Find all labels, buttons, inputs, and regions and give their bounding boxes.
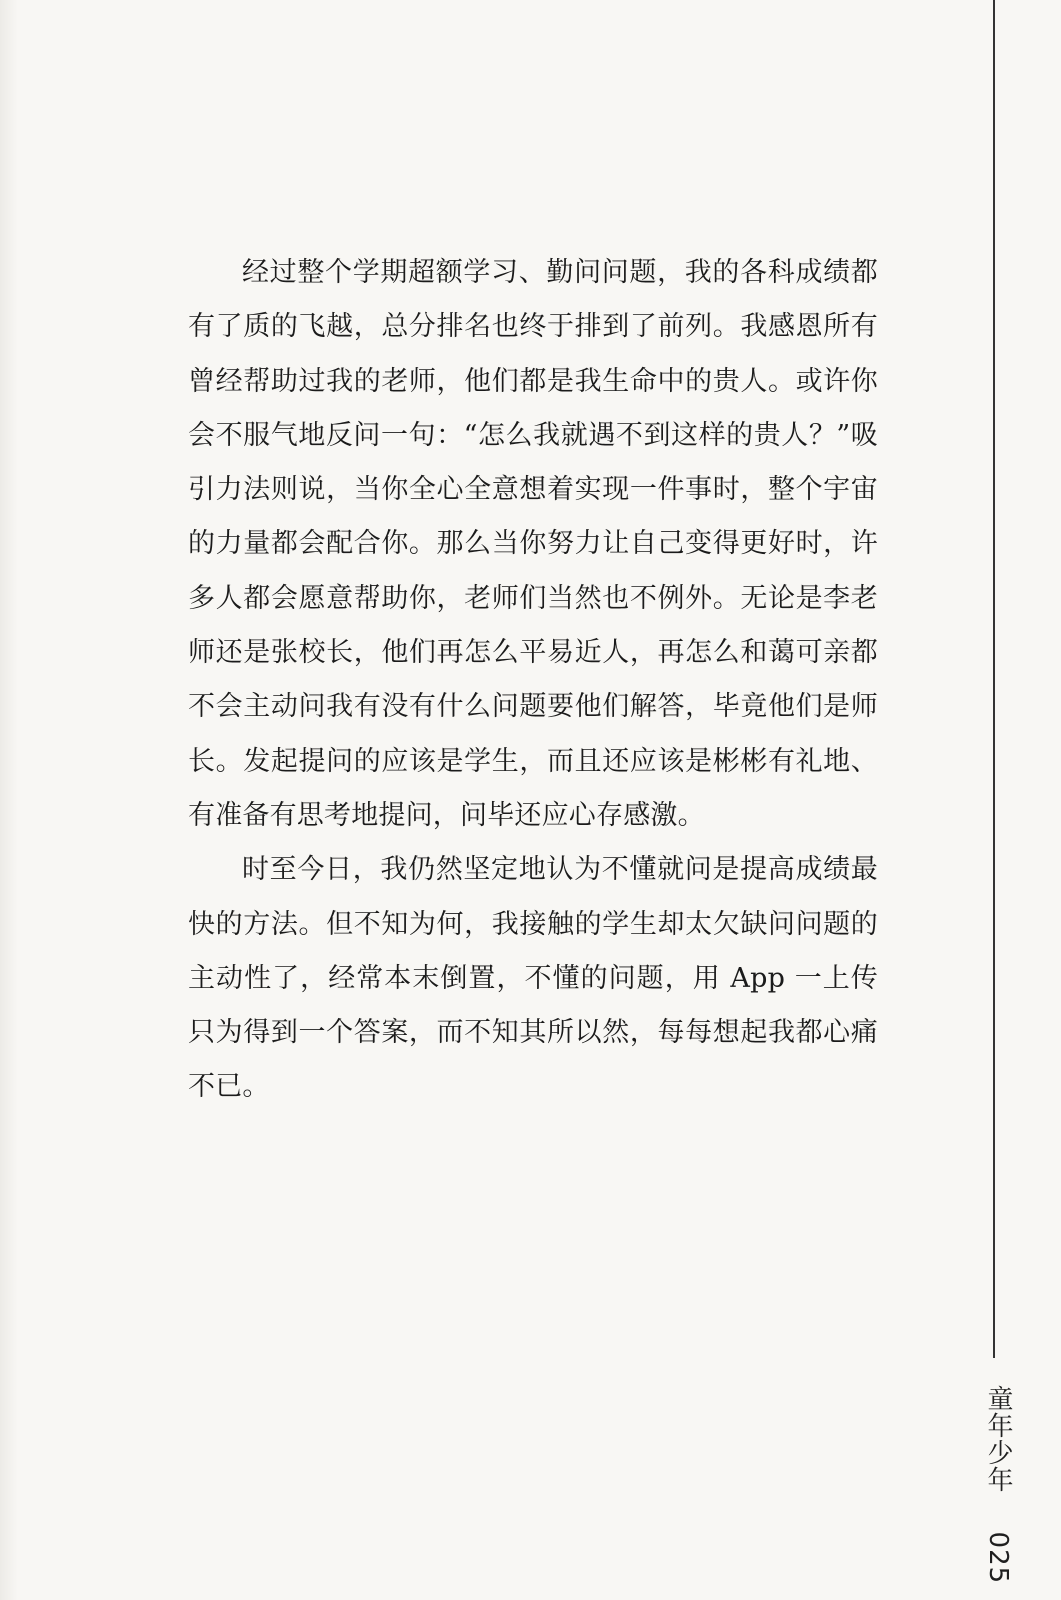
paragraph-1: 经过整个学期超额学习、勤问问题，我的各科成绩都有了质的飞越，总分排名也终于排到了前列。我感恩所有曾经帮助过我的老师，他们都是我生命中的贵人。或许你会不服气地反问一句：“怎么我就遇不到这样的贵人？”吸引力法则说，当你全心全意想着实现一件事时，整个宇宙的力量都会配合你。那么当你努力让自己变得更好时，许多人都会愿意帮助你，老师们当然也不例外。无论是李老师还是张校长，他们再怎么平易近人，再怎么和蔼可亲都不会主动问我有没有什么问题要他们解答，毕竟他们是师长。发起提问的应该是学生，而且还应该是彬彬有礼地、有准备有思考地提问，问毕还应心存感激。: [188, 257, 878, 831]
scan-edge-shadow: [0, 0, 18, 1600]
page-number: 025: [983, 1531, 1013, 1585]
body-text: [188, 246, 878, 1115]
margin-rule: [993, 0, 995, 1358]
paragraph-2: 时至今日，我仍然坚定地认为不懂就问是提高成绩最快的方法。但不知为何，我接触的学生却太欠缺问问题的主动性了，经常本末倒置，不懂的问题，用 App 一上传只为得到一个答案，而不知其所以然，每每想起我都心痛不已。: [188, 854, 878, 1103]
book-section-title: 童年少年: [983, 1385, 1013, 1493]
running-footer: [983, 1385, 1013, 1584]
